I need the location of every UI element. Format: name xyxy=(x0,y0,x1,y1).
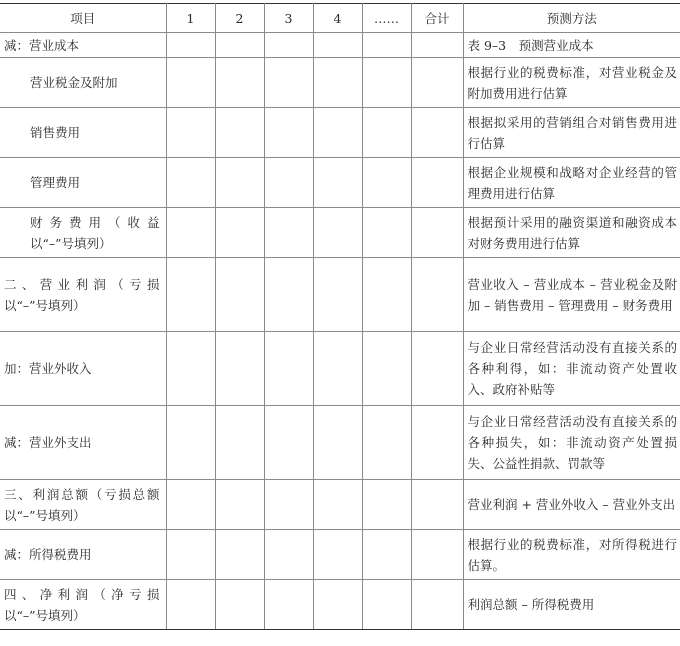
cell-period-4 xyxy=(313,480,362,530)
cell-total xyxy=(411,158,463,208)
header-item: 项目 xyxy=(0,4,166,33)
row-method: 根据企业规模和战略对企业经营的管理费用进行估算 xyxy=(463,158,680,208)
header-total: 合计 xyxy=(411,4,463,33)
cell-period-2 xyxy=(215,158,264,208)
cell-period-1 xyxy=(166,480,215,530)
cell-period-4 xyxy=(313,406,362,480)
cell-total xyxy=(411,208,463,258)
cell-period-3 xyxy=(264,332,313,406)
cell-total xyxy=(411,258,463,332)
row-item: 管理费用 xyxy=(0,158,166,208)
cell-ellipsis xyxy=(362,480,411,530)
cell-period-2 xyxy=(215,208,264,258)
row-method: 利润总额 – 所得税费用 xyxy=(463,580,680,630)
cell-period-2 xyxy=(215,33,264,58)
table-row xyxy=(0,258,680,332)
cell-period-3 xyxy=(264,58,313,108)
row-method: 根据拟采用的营销组合对销售费用进行估算 xyxy=(463,108,680,158)
cell-period-1 xyxy=(166,58,215,108)
header-ellipsis: …… xyxy=(362,4,411,33)
table-row xyxy=(0,332,680,406)
cell-total xyxy=(411,58,463,108)
row-item: 营业税金及附加 xyxy=(0,58,166,108)
row-item: 三、利润总额（亏损总额以“–”号填列） xyxy=(0,480,166,530)
cell-total xyxy=(411,580,463,630)
row-method: 根据行业的税费标准，对所得税进行估算。 xyxy=(463,530,680,580)
row-method: 根据预计采用的融资渠道和融资成本对财务费用进行估算 xyxy=(463,208,680,258)
cell-ellipsis xyxy=(362,208,411,258)
cell-period-3 xyxy=(264,480,313,530)
cell-period-3 xyxy=(264,33,313,58)
table-row xyxy=(0,58,680,108)
cell-total xyxy=(411,480,463,530)
cell-total xyxy=(411,406,463,480)
cell-ellipsis xyxy=(362,580,411,630)
table-row xyxy=(0,406,680,480)
cell-period-3 xyxy=(264,580,313,630)
cell-total xyxy=(411,108,463,158)
cell-period-4 xyxy=(313,332,362,406)
cell-period-3 xyxy=(264,406,313,480)
header-period-3: 3 xyxy=(264,4,313,33)
cell-period-4 xyxy=(313,258,362,332)
row-item: 减：所得税费用 xyxy=(0,530,166,580)
cell-period-3 xyxy=(264,158,313,208)
row-method: 与企业日常经营活动没有直接关系的各种利得，如：非流动资产处置收入、政府补贴等 xyxy=(463,332,680,406)
cell-period-4 xyxy=(313,33,362,58)
row-item: 减：营业成本 xyxy=(0,33,166,58)
cell-period-4 xyxy=(313,158,362,208)
table-row xyxy=(0,580,680,630)
table-row xyxy=(0,33,680,58)
cell-ellipsis xyxy=(362,332,411,406)
cell-period-1 xyxy=(166,530,215,580)
cell-period-2 xyxy=(215,58,264,108)
header-period-4: 4 xyxy=(313,4,362,33)
table-row xyxy=(0,208,680,258)
row-method: 表 9–3 预测营业成本 xyxy=(463,33,680,58)
cell-total xyxy=(411,530,463,580)
cell-period-1 xyxy=(166,580,215,630)
cell-period-3 xyxy=(264,530,313,580)
cell-ellipsis xyxy=(362,33,411,58)
cell-period-1 xyxy=(166,208,215,258)
cell-period-1 xyxy=(166,108,215,158)
row-method: 营业利润 + 营业外收入 – 营业外支出 xyxy=(463,480,680,530)
cell-ellipsis xyxy=(362,530,411,580)
cell-total xyxy=(411,332,463,406)
cell-period-3 xyxy=(264,258,313,332)
header-period-2: 2 xyxy=(215,4,264,33)
cell-period-2 xyxy=(215,580,264,630)
cell-ellipsis xyxy=(362,158,411,208)
row-item: 四、净利润（净亏损以“–”号填列） xyxy=(0,580,166,630)
cell-period-4 xyxy=(313,580,362,630)
cell-ellipsis xyxy=(362,58,411,108)
cell-ellipsis xyxy=(362,406,411,480)
table-row xyxy=(0,530,680,580)
cell-period-3 xyxy=(264,208,313,258)
cell-total xyxy=(411,33,463,58)
row-item: 减：营业外支出 xyxy=(0,406,166,480)
table-row xyxy=(0,158,680,208)
cell-period-2 xyxy=(215,108,264,158)
cell-period-1 xyxy=(166,258,215,332)
cell-period-4 xyxy=(313,530,362,580)
row-item: 销售费用 xyxy=(0,108,166,158)
cell-period-3 xyxy=(264,108,313,158)
table-row xyxy=(0,108,680,158)
cell-period-2 xyxy=(215,406,264,480)
row-method: 营业收入 – 营业成本 – 营业税金及附加 – 销售费用 – 管理费用 – 财务费用 xyxy=(463,258,680,332)
row-item: 财务费用（收益以“–”号填列） xyxy=(0,208,166,258)
row-method: 与企业日常经营活动没有直接关系的各种损失，如：非流动资产处置损失、公益性捐款、罚款等 xyxy=(463,406,680,480)
cell-period-4 xyxy=(313,208,362,258)
cell-period-1 xyxy=(166,406,215,480)
profit-forecast-table xyxy=(0,3,680,630)
header-method: 预测方法 xyxy=(463,4,680,33)
cell-ellipsis xyxy=(362,258,411,332)
cell-ellipsis xyxy=(362,108,411,158)
cell-period-4 xyxy=(313,58,362,108)
row-item: 加：营业外收入 xyxy=(0,332,166,406)
cell-period-4 xyxy=(313,108,362,158)
header-period-1: 1 xyxy=(166,4,215,33)
row-item: 二、营业利润（亏损以“–”号填列） xyxy=(0,258,166,332)
cell-period-2 xyxy=(215,530,264,580)
cell-period-1 xyxy=(166,158,215,208)
row-method: 根据行业的税费标准，对营业税金及附加费用进行估算 xyxy=(463,58,680,108)
cell-period-1 xyxy=(166,332,215,406)
cell-period-2 xyxy=(215,480,264,530)
cell-period-1 xyxy=(166,33,215,58)
cell-period-2 xyxy=(215,258,264,332)
table-row xyxy=(0,480,680,530)
header-row xyxy=(0,4,680,33)
cell-period-2 xyxy=(215,332,264,406)
